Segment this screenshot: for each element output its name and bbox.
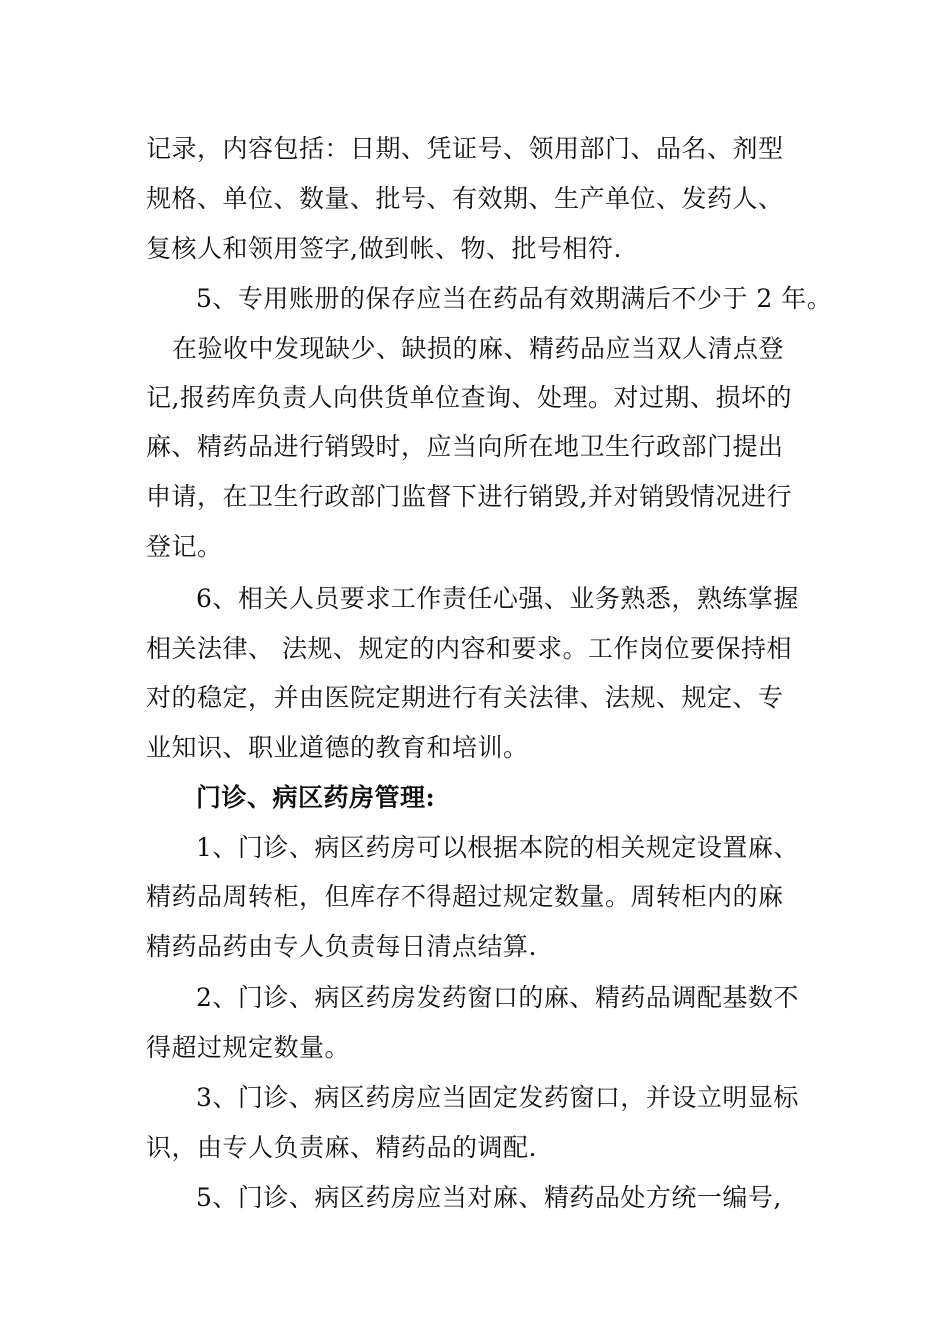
text-line-5: 在验收中发现缺少、缺损的麻、精药品应当双人清点登 bbox=[172, 334, 785, 363]
text-line-10: 6、相关人员要求工作责任心强、业务熟悉，熟练掌握 bbox=[196, 584, 799, 613]
text-line-3: 复核人和领用签字,做到帐、物、批号相符. bbox=[146, 234, 622, 263]
text-line-11: 相关法律、 法规、规定的内容和要求。工作岗位要保持相 bbox=[146, 634, 792, 663]
text-line-9: 登记。 bbox=[146, 532, 223, 561]
text-line-13: 业知识、职业道德的教育和培训。 bbox=[146, 733, 529, 762]
text-line-7: 麻、精药品进行销毁时，应当向所在地卫生行政部门提出 bbox=[146, 432, 784, 461]
text-line-18: 2、门诊、病区药房发药窗口的麻、精药品调配基数不 bbox=[196, 983, 799, 1012]
text-line-15: 1、门诊、病区药房可以根据本院的相关规定设置麻、 bbox=[196, 833, 799, 862]
text-line-4: 5、专用账册的保存应当在药品有效期满后不少于 2 年。 bbox=[196, 284, 833, 313]
text-line-17: 精药品药由专人负责每日清点结算. bbox=[146, 932, 537, 961]
section-heading: 门诊、病区药房管理: bbox=[196, 783, 436, 812]
text-line-22: 5、门诊、病区药房应当对麻、精药品处方统一编号, bbox=[196, 1183, 782, 1212]
text-line-19: 得超过规定数量。 bbox=[146, 1033, 351, 1062]
text-line-12: 对的稳定，并由医院定期进行有关法律、法规、规定、专 bbox=[146, 683, 784, 712]
text-line-21: 识，由专人负责麻、精药品的调配. bbox=[146, 1133, 537, 1162]
text-line-8: 申请，在卫生行政部门监督下进行销毁,并对销毁情况进行 bbox=[146, 482, 792, 511]
text-line-6: 记,报药库负责人向供货单位查询、处理。对过期、损坏的 bbox=[146, 383, 792, 412]
text-line-2: 规格、单位、数量、批号、有效期、生产单位、发药人、 bbox=[146, 184, 784, 213]
text-line-16: 精药品周转柜，但库存不得超过规定数量。周转柜内的麻 bbox=[146, 882, 784, 911]
text-line-1: 记录，内容包括：日期、凭证号、领用部门、品名、剂型 bbox=[146, 134, 784, 163]
text-line-20: 3、门诊、病区药房应当固定发药窗口，并设立明显标 bbox=[196, 1083, 799, 1112]
